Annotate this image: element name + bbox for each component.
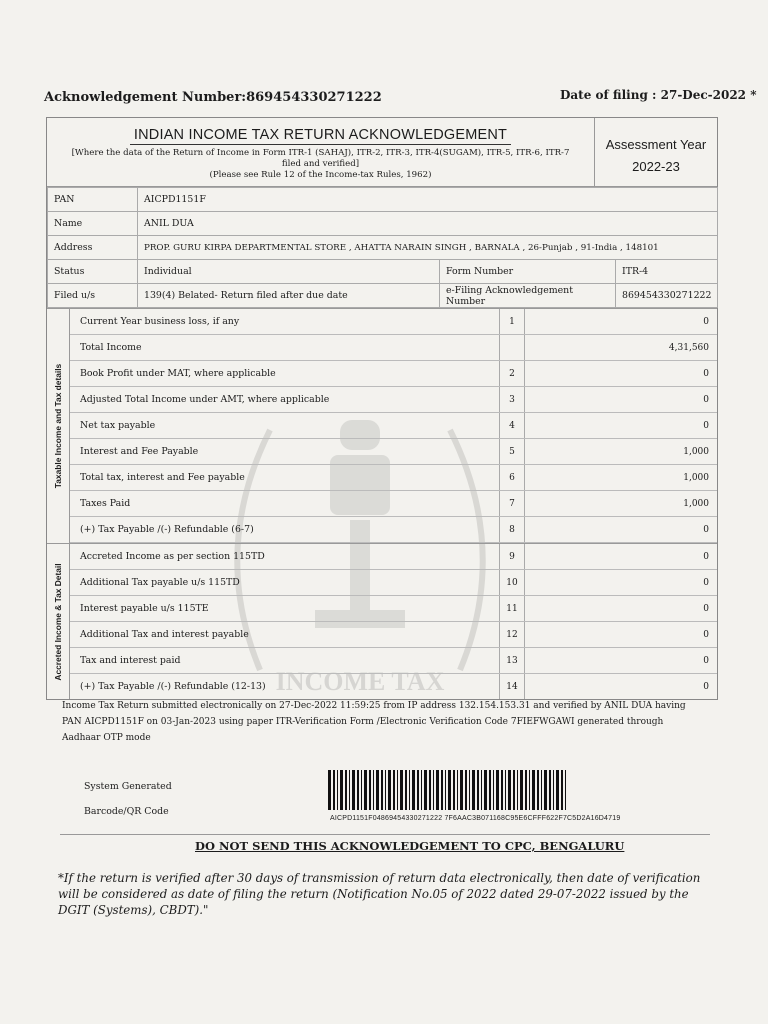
row-line-number: 1 <box>499 309 525 334</box>
row-label: Taxes Paid <box>80 498 131 509</box>
barcode-bar <box>429 770 431 810</box>
barcode-bar <box>405 770 407 810</box>
address-label: Address <box>48 236 138 260</box>
verification-line-3: Aadhaar OTP mode <box>62 733 151 743</box>
barcode-bar <box>496 770 499 810</box>
table-row <box>70 596 717 622</box>
barcode-bar <box>445 770 446 810</box>
table-row <box>70 465 717 491</box>
row-label: Additional Tax payable u/s 115TD <box>80 577 240 588</box>
barcode-bar <box>352 770 355 810</box>
barcode-bar <box>561 770 563 810</box>
accreted-side-cell <box>47 544 70 699</box>
barcode-bar <box>489 770 491 810</box>
row-value: 1,000 <box>683 498 709 509</box>
table-row <box>70 439 717 465</box>
taxable-side-label: Taxable Income and Tax details <box>53 363 63 489</box>
table-row <box>70 544 717 570</box>
barcode-bar <box>397 770 398 810</box>
barcode-bar <box>460 770 463 810</box>
barcode-bar <box>525 770 527 810</box>
barcode-bar <box>465 770 467 810</box>
barcode-bar <box>553 770 554 810</box>
barcode-bar <box>457 770 458 810</box>
barcode-bar <box>357 770 359 810</box>
barcode-bar <box>424 770 427 810</box>
form-subtitle <box>47 148 594 181</box>
status-label: Status <box>48 260 138 284</box>
barcode-bar <box>441 770 443 810</box>
acknowledgement-number: Acknowledgement Number:869454330271222 <box>44 90 382 105</box>
row-label: Total Income <box>80 342 142 353</box>
row-line-number <box>499 335 525 360</box>
row-label: Interest and Fee Payable <box>80 446 199 457</box>
do-not-send-notice: DO NOT SEND THIS ACKNOWLEDGEMENT TO CPC, BENGALURU <box>195 839 625 853</box>
row-value: 0 <box>703 603 709 614</box>
barcode-bar <box>472 770 475 810</box>
taxable-income-section <box>47 308 717 543</box>
row-label: Net tax payable <box>80 420 156 431</box>
barcode-bar <box>532 770 535 810</box>
acknowledgement-form <box>46 117 718 700</box>
barcode-bar <box>373 770 374 810</box>
row-value: 0 <box>703 577 709 588</box>
divider <box>60 834 710 835</box>
svg-text:INCOME TAX: INCOME TAX <box>275 667 445 696</box>
status-value: Individual <box>138 260 440 284</box>
verification-line-2: PAN AICPD1151F on 03-Jan-2023 using paper ITR-Verification Form /Electronic Verification Code 7FIEFWGAWI generated through <box>62 717 664 727</box>
row-line-number: 10 <box>499 570 525 595</box>
barcode-bar <box>469 770 470 810</box>
barcode-bar <box>481 770 482 810</box>
row-value: 1,000 <box>683 446 709 457</box>
barcode-bar <box>484 770 487 810</box>
table-row <box>70 674 717 699</box>
barcode-bar <box>477 770 479 810</box>
barcode-bar <box>453 770 455 810</box>
barcode-bar <box>537 770 539 810</box>
accreted-income-section <box>47 543 717 699</box>
row-line-number: 7 <box>499 491 525 516</box>
row-label: Accreted Income as per section 115TD <box>80 551 265 562</box>
barcode-bar <box>361 770 362 810</box>
barcode-bar <box>340 770 343 810</box>
table-row <box>70 648 717 674</box>
barcode-bar <box>549 770 551 810</box>
row-line-number: 4 <box>499 413 525 438</box>
row-value: 0 <box>703 551 709 562</box>
barcode-bar <box>369 770 371 810</box>
pan-row <box>48 188 718 212</box>
row-value: 0 <box>703 629 709 640</box>
barcode-bar <box>541 770 542 810</box>
assessment-year-label: Assessment Year <box>605 137 707 152</box>
row-value: 1,000 <box>683 472 709 483</box>
taxable-side-cell <box>47 309 70 543</box>
row-value: 0 <box>703 524 709 535</box>
barcode-bar <box>501 770 503 810</box>
row-label: Current Year business loss, if any <box>80 316 240 327</box>
row-line-number: 9 <box>499 544 525 569</box>
address-row <box>48 236 718 260</box>
table-row <box>70 570 717 596</box>
barcode-bar <box>436 770 439 810</box>
barcode-bar <box>381 770 383 810</box>
form-number-label: Form Number <box>440 260 616 284</box>
address-value: PROP. GURU KIRPA DEPARTMENTAL STORE , AHATTA NARAIN SINGH , BARNALA , 26-Punjab , 91-India , 148101 <box>138 236 718 260</box>
filed-us-label: Filed u/s <box>48 284 138 308</box>
table-row <box>70 491 717 517</box>
barcode-bar <box>400 770 403 810</box>
table-row <box>70 309 717 335</box>
row-label: (+) Tax Payable /(-) Refundable (12-13) <box>80 681 266 692</box>
status-row <box>48 260 718 284</box>
row-line-number: 14 <box>499 674 525 699</box>
barcode-bar <box>409 770 410 810</box>
efiling-ack-number: 869454330271222 <box>616 284 718 308</box>
barcode-bar <box>364 770 367 810</box>
row-value: 0 <box>703 316 709 327</box>
row-label: Book Profit under MAT, where applicable <box>80 368 276 379</box>
barcode-bar <box>328 770 331 810</box>
row-label: Total tax, interest and Fee payable <box>80 472 245 483</box>
barcode <box>328 770 568 810</box>
footnote: *If the return is verified after 30 days of transmission of return data electronically, then date of verification will be considered as date of filing the return (Notification No.05 of 2022 dated 29-07-2022 issued by the DGIT (Systems), CBDT)." <box>58 871 701 917</box>
barcode-bar <box>376 770 379 810</box>
assessment-year-cell <box>594 118 717 186</box>
verification-line-1: Income Tax Return submitted electronically on 27-Dec-2022 11:59:25 from IP address 132.154.153.31 and verified by ANIL DUA having <box>62 701 686 711</box>
pan-label: PAN <box>48 188 138 212</box>
barcode-bar <box>421 770 422 810</box>
row-line-number: 8 <box>499 517 525 542</box>
table-row <box>70 622 717 648</box>
efiling-ack-label: e-Filing Acknowledgement Number <box>440 284 616 308</box>
table-row <box>70 413 717 439</box>
barcode-bar <box>393 770 395 810</box>
barcode-bar <box>448 770 451 810</box>
title-row <box>47 118 717 187</box>
filed-us-value: 139(4) Belated- Return filed after due date <box>138 284 440 308</box>
barcode-bar <box>417 770 419 810</box>
barcode-label: Barcode/QR Code <box>84 806 169 817</box>
barcode-bar <box>505 770 506 810</box>
barcode-bar <box>433 770 434 810</box>
barcode-text: AICPD1151F04869454330271222 7F6AAC3B071168C95E6CFFF622F7C5D2A16D4719 <box>330 815 621 822</box>
row-line-number: 13 <box>499 648 525 673</box>
taxpayer-info-table <box>47 187 718 308</box>
date-of-filing: Date of filing : 27-Dec-2022 * <box>560 88 757 102</box>
barcode-bar <box>529 770 530 810</box>
row-value: 0 <box>703 368 709 379</box>
subtitle-line-3: (Please see Rule 12 of the Income-tax Rules, 1962) <box>209 170 432 180</box>
barcode-bar <box>513 770 515 810</box>
row-label: Adjusted Total Income under AMT, where applicable <box>80 394 330 405</box>
taxable-rows <box>70 309 717 543</box>
barcode-bar <box>345 770 347 810</box>
table-row <box>70 387 717 413</box>
row-line-number: 3 <box>499 387 525 412</box>
form-title: INDIAN INCOME TAX RETURN ACKNOWLEDGEMENT <box>130 127 511 145</box>
barcode-bar <box>412 770 415 810</box>
verification-statement <box>62 698 712 746</box>
table-row <box>70 361 717 387</box>
row-value: 0 <box>703 655 709 666</box>
form-number-value: ITR-4 <box>616 260 718 284</box>
row-value: 0 <box>703 394 709 405</box>
subtitle-line-2: filed and verified] <box>281 159 360 169</box>
name-value: ANIL DUA <box>138 212 718 236</box>
barcode-bar <box>493 770 494 810</box>
row-value: 0 <box>703 681 709 692</box>
row-line-number: 11 <box>499 596 525 621</box>
system-generated-block <box>84 774 172 824</box>
subtitle-line-1: [Where the data of the Return of Income in Form ITR-1 (SAHAJ), ITR-2, ITR-3, ITR-4(SUGAM), ITR-5, ITR-6, ITR-7 <box>71 148 570 158</box>
barcode-bar <box>520 770 523 810</box>
table-row <box>70 335 717 361</box>
barcode-bar <box>385 770 386 810</box>
title-cell <box>47 118 594 186</box>
barcode-bar <box>565 770 566 810</box>
barcode-bar <box>508 770 511 810</box>
barcode-bar <box>544 770 547 810</box>
row-value: 4,31,560 <box>668 342 709 353</box>
row-label: Tax and interest paid <box>80 655 181 666</box>
system-generated-label: System Generated <box>84 781 172 792</box>
name-row <box>48 212 718 236</box>
row-value: 0 <box>703 420 709 431</box>
accreted-rows <box>70 544 717 699</box>
barcode-bar <box>556 770 559 810</box>
barcode-bar <box>349 770 350 810</box>
row-line-number: 12 <box>499 622 525 647</box>
accreted-side-label: Accreted Income & Tax Detail <box>53 562 63 681</box>
barcode-bar <box>333 770 335 810</box>
assessment-year-value: 2022-23 <box>632 159 680 174</box>
name-label: Name <box>48 212 138 236</box>
filed-us-row <box>48 284 718 308</box>
pan-value: AICPD1151F <box>138 188 718 212</box>
barcode-bar <box>337 770 338 810</box>
table-row <box>70 517 717 543</box>
row-line-number: 5 <box>499 439 525 464</box>
barcode-bar <box>517 770 518 810</box>
row-label: Additional Tax and interest payable <box>80 629 249 640</box>
row-label: (+) Tax Payable /(-) Refundable (6-7) <box>80 524 254 535</box>
row-line-number: 2 <box>499 361 525 386</box>
row-label: Interest payable u/s 115TE <box>80 603 209 614</box>
row-line-number: 6 <box>499 465 525 490</box>
barcode-bar <box>388 770 391 810</box>
